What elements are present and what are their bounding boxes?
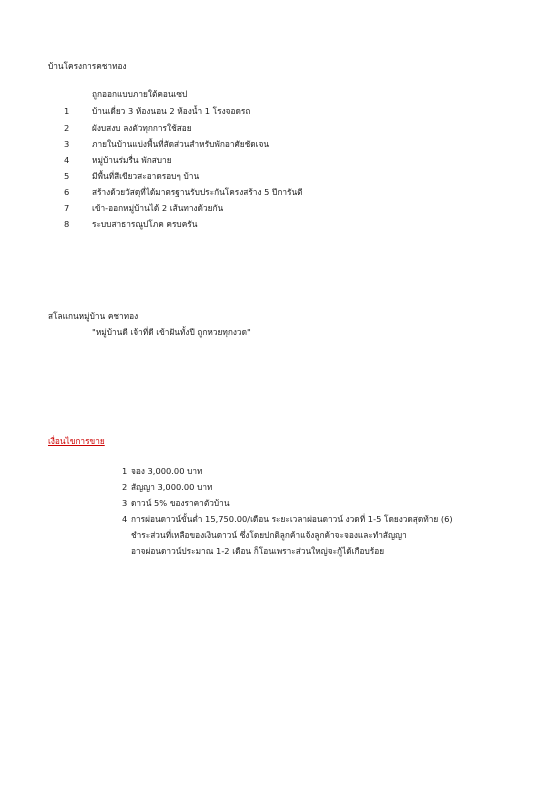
list-item-text: มีพื้นที่สีเขียวสะอาดรอบๆ บ้าน bbox=[92, 171, 200, 181]
list-item-text: ระบบสาธารณูปโภค ครบครัน bbox=[92, 219, 198, 229]
list-item-text: ภายในบ้านแบ่งพื้นที่สัดส่วนสำหรับพักอาศัยชัดเจน bbox=[92, 139, 269, 149]
list-item-number: 4 bbox=[122, 514, 128, 524]
slogan-title: สโลแกนหมู่บ้าน คชาทอง bbox=[48, 311, 139, 321]
list-item-text: ผังบสงบ ลงตัวทุกการใช้สอย bbox=[92, 123, 192, 133]
list-item-text: เข้า-ออกหมู่บ้านได้ 2 เส้นทางด้วยกัน bbox=[92, 203, 224, 213]
list-item-text: สร้างด้วยวัสดุที่ได้มาตรฐานรับประกันโครงสร้าง 5 ปีการันตี bbox=[92, 187, 303, 197]
list-item-number: 6 bbox=[64, 187, 70, 197]
list-item-number: 5 bbox=[64, 171, 70, 181]
list-item-number: 2 bbox=[64, 123, 70, 133]
list-item-number: 4 bbox=[64, 155, 70, 165]
conditions-title: เงื่อนไขการขาย bbox=[48, 436, 105, 446]
continuation-text: อาจผ่อนดาวน์ประมาณ 1-2 เดือน ก็โอนเพราะส่วนใหญ่จะกู้ได้เกือบร้อย bbox=[131, 546, 385, 556]
list-item-text: จอง 3,000.00 บาท bbox=[131, 466, 203, 476]
list-item-number: 1 bbox=[64, 106, 70, 116]
list-item-number: 2 bbox=[122, 482, 128, 492]
list-item-number: 1 bbox=[122, 466, 128, 476]
list-item-number: 3 bbox=[122, 498, 128, 508]
list-item-text: สัญญา 3,000.00 บาท bbox=[131, 482, 213, 492]
project-title: บ้านโครงการคชาทอง bbox=[48, 61, 127, 71]
slogan-text: "หมู่บ้านดี เจ้าที่ดี เข้าฝันทั้งปี ถูกหวยทุกงวด" bbox=[92, 327, 251, 337]
design-note: ถูกออกแบบภายใต้คอนเซป bbox=[92, 89, 188, 99]
list-item-text: บ้านเดี่ยว 3 ห้องนอน 2 ห้องน้ำ 1 โรงจอดรถ bbox=[92, 106, 251, 116]
continuation-text: ชำระส่วนที่เหลือของเงินดาวน์ ซึ่งโดยปกติลูกค้าแจ้งลูกค้าจะจองและทำสัญญา bbox=[131, 530, 407, 540]
list-item-number: 8 bbox=[64, 219, 70, 229]
list-item-text: ดาวน์ 5% ของราคาตัวบ้าน bbox=[131, 498, 230, 508]
list-item-number: 3 bbox=[64, 139, 70, 149]
list-item-text: หมู่บ้านร่มรื่น พักสบาย bbox=[92, 155, 172, 165]
list-item-text: การผ่อนดาวน์ขั้นต่ำ 15,750.00/เดือน ระยะเวลาผ่อนดาวน์ งวดที่ 1-5 โดยงวดสุดท้าย (6) bbox=[131, 514, 453, 524]
list-item-number: 7 bbox=[64, 203, 70, 213]
